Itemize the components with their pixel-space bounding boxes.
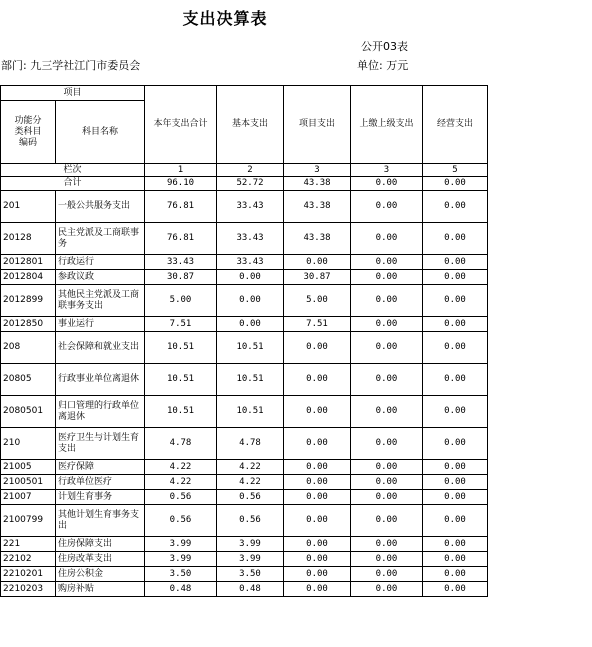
- amount-cell: 0.00: [351, 428, 423, 460]
- table-row: [1, 285, 488, 317]
- column-row-label: 栏次: [1, 164, 145, 177]
- amount-cell: 0.00: [423, 475, 488, 490]
- subject-code: 2012801: [1, 255, 56, 270]
- amount-cell: 0.00: [423, 177, 488, 191]
- amount-cell: 0.00: [423, 460, 488, 475]
- amount-cell: 33.43: [217, 191, 284, 223]
- subject-name: 计划生育事务: [56, 490, 145, 505]
- amount-cell: 4.22: [217, 460, 284, 475]
- table-row: [1, 490, 488, 505]
- amount-cell: 0.00: [351, 396, 423, 428]
- expenditure-table: [0, 85, 488, 597]
- amount-cell: 0.00: [351, 223, 423, 255]
- amount-cell: 0.00: [351, 255, 423, 270]
- subject-code: 2080501: [1, 396, 56, 428]
- amount-cell: 3.99: [145, 552, 217, 567]
- subject-name: 行政运行: [56, 255, 145, 270]
- subject-name: 医疗保障: [56, 460, 145, 475]
- amount-cell: 0.00: [284, 396, 351, 428]
- amount-cell: 33.43: [217, 223, 284, 255]
- subject-code: 208: [1, 332, 56, 364]
- amount-cell: 43.38: [284, 191, 351, 223]
- subject-name: 住房保障支出: [56, 537, 145, 552]
- column-number: 3: [351, 164, 423, 177]
- amount-cell: 0.00: [217, 317, 284, 332]
- table-row: [1, 582, 488, 597]
- amount-cell: 0.00: [351, 191, 423, 223]
- amount-cell: 10.51: [217, 332, 284, 364]
- amount-cell: 0.00: [423, 270, 488, 285]
- subject-code: 20128: [1, 223, 56, 255]
- amount-cell: 76.81: [145, 223, 217, 255]
- form-number: 公开03表: [361, 40, 408, 53]
- table-row: [1, 177, 488, 191]
- amount-cell: 0.48: [145, 582, 217, 597]
- amount-cell: 10.51: [145, 364, 217, 396]
- amount-cell: 0.00: [351, 505, 423, 537]
- subject-code: 2210203: [1, 582, 56, 597]
- subject-name: 社会保障和就业支出: [56, 332, 145, 364]
- column-number: 2: [217, 164, 284, 177]
- column-number: 3: [284, 164, 351, 177]
- amount-cell: 30.87: [145, 270, 217, 285]
- amount-cell: 3.99: [145, 537, 217, 552]
- subject-name: 参政议政: [56, 270, 145, 285]
- amount-cell: 43.38: [284, 177, 351, 191]
- amount-cell: 33.43: [145, 255, 217, 270]
- table-row: [1, 505, 488, 537]
- amount-cell: 0.56: [217, 490, 284, 505]
- amount-cell: 10.51: [217, 364, 284, 396]
- amount-cell: 0.00: [284, 552, 351, 567]
- amount-cell: 0.00: [284, 582, 351, 597]
- amount-cell: 5.00: [284, 285, 351, 317]
- subject-code: 2012899: [1, 285, 56, 317]
- subject-code: 2100799: [1, 505, 56, 537]
- amount-cell: 0.00: [423, 396, 488, 428]
- amount-cell: 30.87: [284, 270, 351, 285]
- table-row: [1, 552, 488, 567]
- amount-cell: 0.00: [423, 552, 488, 567]
- subject-code: 21005: [1, 460, 56, 475]
- amount-cell: 0.00: [351, 552, 423, 567]
- amount-cell: 0.00: [284, 505, 351, 537]
- amount-cell: 0.56: [145, 490, 217, 505]
- amount-cell: 0.00: [423, 332, 488, 364]
- subject-name: 行政事业单位离退休: [56, 364, 145, 396]
- amount-cell: 0.00: [423, 537, 488, 552]
- amount-cell: 7.51: [145, 317, 217, 332]
- subject-name: 其他民主党派及工商联事务支出: [56, 285, 145, 317]
- amount-cell: 0.00: [284, 537, 351, 552]
- amount-cell: 0.00: [284, 475, 351, 490]
- amount-cell: 0.00: [351, 567, 423, 582]
- table-row: [1, 270, 488, 285]
- subject-name: 民主党派及工商联事务: [56, 223, 145, 255]
- amount-cell: 0.00: [423, 255, 488, 270]
- amount-cell: 43.38: [284, 223, 351, 255]
- amount-cell: 4.78: [217, 428, 284, 460]
- amount-cell: 0.00: [284, 428, 351, 460]
- header-item: 项目: [1, 86, 145, 101]
- amount-cell: 0.00: [284, 460, 351, 475]
- amount-cell: 0.00: [423, 317, 488, 332]
- amount-cell: 0.00: [423, 567, 488, 582]
- table-row: [1, 364, 488, 396]
- amount-cell: 0.00: [351, 332, 423, 364]
- amount-cell: 0.00: [351, 475, 423, 490]
- amount-cell: 4.22: [217, 475, 284, 490]
- header-basic: 基本支出: [217, 86, 284, 164]
- subject-name: 住房改革支出: [56, 552, 145, 567]
- amount-cell: 4.78: [145, 428, 217, 460]
- amount-cell: 0.00: [423, 582, 488, 597]
- amount-cell: 0.00: [284, 567, 351, 582]
- subject-name: 行政单位医疗: [56, 475, 145, 490]
- subject-name: 医疗卫生与计划生育支出: [56, 428, 145, 460]
- column-number: 5: [423, 164, 488, 177]
- amount-cell: 4.22: [145, 460, 217, 475]
- amount-cell: 0.00: [351, 582, 423, 597]
- unit-label: 单位: 万元: [357, 59, 409, 72]
- amount-cell: 0.00: [351, 285, 423, 317]
- table-row: [1, 223, 488, 255]
- amount-cell: 0.00: [423, 428, 488, 460]
- amount-cell: 0.00: [284, 364, 351, 396]
- amount-cell: 10.51: [145, 396, 217, 428]
- amount-cell: 0.00: [423, 490, 488, 505]
- subject-name: 事业运行: [56, 317, 145, 332]
- amount-cell: 0.00: [423, 285, 488, 317]
- subject-code: 2100501: [1, 475, 56, 490]
- amount-cell: 0.00: [351, 317, 423, 332]
- subject-code: 2012804: [1, 270, 56, 285]
- amount-cell: 76.81: [145, 191, 217, 223]
- header-business: 经营支出: [423, 86, 488, 164]
- table-row: [1, 396, 488, 428]
- subject-name: 一般公共服务支出: [56, 191, 145, 223]
- table-row: [1, 332, 488, 364]
- amount-cell: 0.00: [423, 364, 488, 396]
- amount-cell: 0.00: [351, 460, 423, 475]
- table-row: [1, 537, 488, 552]
- subject-code: 221: [1, 537, 56, 552]
- amount-cell: 3.50: [145, 567, 217, 582]
- subject-code: 2012850: [1, 317, 56, 332]
- page-title: 支出决算表: [182, 9, 268, 28]
- header-name: 科目名称: [56, 101, 145, 164]
- header-upper: 上缴上级支出: [351, 86, 423, 164]
- amount-cell: 0.00: [351, 177, 423, 191]
- subject-name: 购房补贴: [56, 582, 145, 597]
- amount-cell: 96.10: [145, 177, 217, 191]
- amount-cell: 0.00: [351, 537, 423, 552]
- table-row: [1, 255, 488, 270]
- subject-code: 210: [1, 428, 56, 460]
- total-label: 合计: [1, 177, 145, 191]
- subject-code: 201: [1, 191, 56, 223]
- amount-cell: 3.50: [217, 567, 284, 582]
- subject-name: 归口管理的行政单位离退休: [56, 396, 145, 428]
- amount-cell: 0.00: [351, 364, 423, 396]
- subject-code: 21007: [1, 490, 56, 505]
- amount-cell: 0.56: [217, 505, 284, 537]
- amount-cell: 0.00: [284, 332, 351, 364]
- amount-cell: 3.99: [217, 537, 284, 552]
- subject-code: 22102: [1, 552, 56, 567]
- amount-cell: 10.51: [145, 332, 217, 364]
- header-project: 项目支出: [284, 86, 351, 164]
- amount-cell: 0.00: [423, 505, 488, 537]
- amount-cell: 10.51: [217, 396, 284, 428]
- amount-cell: 3.99: [217, 552, 284, 567]
- amount-cell: 0.00: [423, 191, 488, 223]
- subject-name: 住房公积金: [56, 567, 145, 582]
- header-code: 功能分类科目编码: [1, 101, 56, 164]
- table-row: [1, 317, 488, 332]
- amount-cell: 0.00: [351, 490, 423, 505]
- amount-cell: 0.00: [217, 285, 284, 317]
- amount-cell: 0.56: [145, 505, 217, 537]
- table-row: [1, 428, 488, 460]
- amount-cell: 33.43: [217, 255, 284, 270]
- table-row: [1, 567, 488, 582]
- table-row: [1, 460, 488, 475]
- department-label: 部门: 九三学社江门市委员会: [1, 59, 141, 72]
- column-number: 1: [145, 164, 217, 177]
- amount-cell: 0.00: [284, 255, 351, 270]
- table-row: [1, 475, 488, 490]
- amount-cell: 0.48: [217, 582, 284, 597]
- amount-cell: 0.00: [423, 223, 488, 255]
- amount-cell: 0.00: [351, 270, 423, 285]
- amount-cell: 0.00: [284, 490, 351, 505]
- amount-cell: 52.72: [217, 177, 284, 191]
- amount-cell: 4.22: [145, 475, 217, 490]
- table-row: [1, 191, 488, 223]
- amount-cell: 0.00: [217, 270, 284, 285]
- header-total: 本年支出合计: [145, 86, 217, 164]
- subject-code: 2210201: [1, 567, 56, 582]
- subject-code: 20805: [1, 364, 56, 396]
- subject-name: 其他计划生育事务支出: [56, 505, 145, 537]
- amount-cell: 5.00: [145, 285, 217, 317]
- amount-cell: 7.51: [284, 317, 351, 332]
